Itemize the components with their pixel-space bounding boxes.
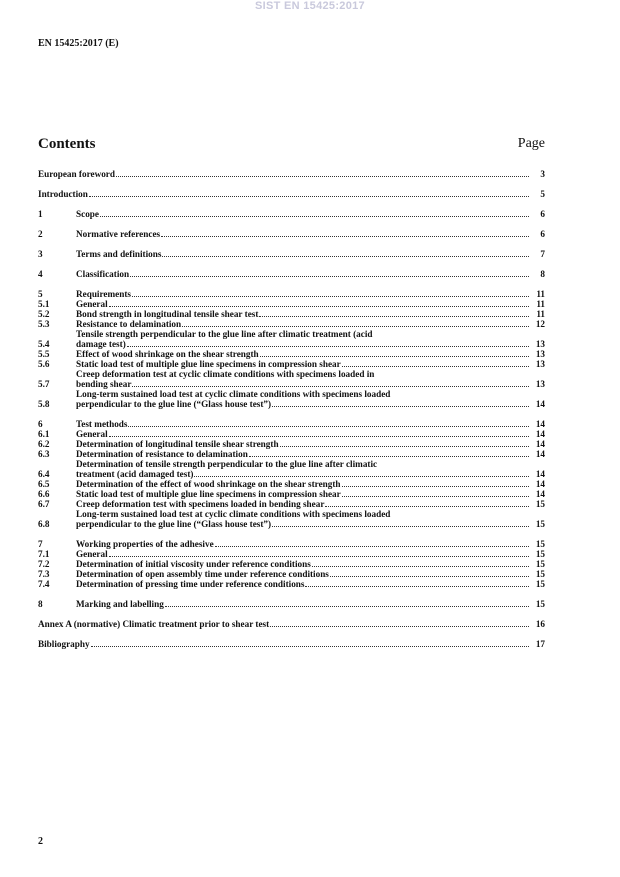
toc-entry-number: 7.2 bbox=[38, 559, 50, 569]
dot-leader bbox=[312, 565, 529, 567]
toc-entry-page: 8 bbox=[540, 269, 545, 279]
toc-entry-page: 13 bbox=[535, 349, 545, 359]
dot-leader bbox=[127, 345, 529, 347]
toc-entry-page: 11 bbox=[536, 299, 545, 309]
dot-leader bbox=[116, 175, 529, 177]
toc-entry-number: 5.5 bbox=[38, 349, 50, 359]
toc-entry[interactable] bbox=[38, 209, 545, 219]
dot-leader bbox=[215, 545, 529, 547]
page-column-label: Page bbox=[517, 136, 545, 151]
toc-entry[interactable] bbox=[38, 389, 545, 409]
toc-entry[interactable] bbox=[38, 479, 545, 489]
toc-entry-number: 5.8 bbox=[38, 399, 50, 409]
toc-entry-title: Determination of resistance to delamination bbox=[76, 449, 248, 459]
toc-entry-title-continued: perpendicular to the glue line (“Glass house test”) bbox=[76, 519, 272, 529]
dot-leader bbox=[194, 475, 529, 477]
dot-leader bbox=[132, 385, 529, 387]
dot-leader bbox=[161, 235, 529, 237]
toc-entry-title: Resistance to delamination bbox=[76, 319, 182, 329]
toc-entry-page: 14 bbox=[535, 469, 545, 479]
watermark: SIST EN 15425:2017 bbox=[255, 0, 365, 12]
toc-entry-number: 7.4 bbox=[38, 579, 50, 589]
toc-entry-page: 16 bbox=[535, 619, 545, 629]
toc-entry[interactable] bbox=[38, 569, 545, 579]
toc-entry-number: 6.4 bbox=[38, 469, 50, 479]
dot-leader bbox=[132, 295, 529, 297]
toc-entry-number: 5.4 bbox=[38, 339, 50, 349]
toc-entry[interactable] bbox=[38, 169, 545, 179]
toc-entry-page: 15 bbox=[535, 499, 545, 509]
toc-entry-number: 5.3 bbox=[38, 319, 50, 329]
dot-leader bbox=[272, 525, 529, 527]
toc-entry-title: Static load test of multiple glue line specimens in compression shear bbox=[76, 489, 341, 499]
toc-entry[interactable] bbox=[38, 509, 545, 529]
toc-entry-title: Long-term sustained load test at cyclic climate conditions with specimens loaded bbox=[76, 389, 391, 399]
toc-entry-page: 14 bbox=[535, 479, 545, 489]
dot-leader bbox=[109, 555, 529, 557]
toc-entry-title: General bbox=[76, 549, 108, 559]
toc-entry-page: 13 bbox=[535, 339, 545, 349]
toc-entry-number: 5.2 bbox=[38, 309, 50, 319]
toc-entry-page: 14 bbox=[535, 429, 545, 439]
toc-entry-title-continued: perpendicular to the glue line (“Glass house test”) bbox=[76, 399, 272, 409]
toc-entry-page: 15 bbox=[535, 569, 545, 579]
toc-gap bbox=[38, 279, 545, 289]
toc-entry-number: 7.3 bbox=[38, 569, 50, 579]
toc-gap bbox=[38, 589, 545, 599]
dot-leader bbox=[249, 455, 529, 457]
toc-entry-title: Determination of pressing time under reference conditions bbox=[76, 579, 305, 589]
toc-entry-page: 7 bbox=[540, 249, 545, 259]
dot-leader bbox=[330, 575, 529, 577]
toc-entry-title: Effect of wood shrinkage on the shear strength bbox=[76, 349, 259, 359]
toc-entry[interactable] bbox=[38, 229, 545, 239]
toc-entry[interactable] bbox=[38, 419, 545, 429]
toc-entry-number: 6 bbox=[38, 419, 43, 429]
toc-entry-page: 13 bbox=[535, 379, 545, 389]
toc-entry[interactable] bbox=[38, 189, 545, 199]
dot-leader bbox=[100, 215, 529, 217]
toc-entry-title: Static load test of multiple glue line specimens in compression shear bbox=[76, 359, 341, 369]
toc-entry-title: Determination of initial viscosity under reference conditions bbox=[76, 559, 311, 569]
toc-entry[interactable] bbox=[38, 599, 545, 609]
toc-entry-page: 3 bbox=[540, 169, 545, 179]
toc-entry-title: Annex A (normative) Climatic treatment prior to shear test bbox=[38, 619, 270, 629]
table-of-contents bbox=[38, 169, 545, 649]
toc-entry-page: 14 bbox=[535, 399, 545, 409]
page-number: 2 bbox=[38, 836, 43, 847]
toc-entry-title: European foreword bbox=[38, 169, 115, 179]
toc-entry-title: Marking and labelling bbox=[76, 599, 164, 609]
toc-entry-title: Determination of the effect of wood shrinkage on the shear strength bbox=[76, 479, 341, 489]
toc-entry-page: 14 bbox=[535, 439, 545, 449]
toc-entry-page: 15 bbox=[535, 519, 545, 529]
toc-entry-number: 5.1 bbox=[38, 299, 50, 309]
dot-leader bbox=[325, 505, 529, 507]
toc-entry-title: Requirements bbox=[76, 289, 131, 299]
toc-gap bbox=[38, 199, 545, 209]
toc-entry-title: Creep deformation test at cyclic climate conditions with specimens loaded in bbox=[76, 369, 375, 379]
toc-entry[interactable] bbox=[38, 549, 545, 559]
toc-entry[interactable] bbox=[38, 309, 545, 319]
toc-entry-title: Classification bbox=[76, 269, 130, 279]
toc-entry-title: Determination of tensile strength perpendicular to the glue line after climatic bbox=[76, 459, 378, 469]
toc-entry-title: Bibliography bbox=[38, 639, 90, 649]
dot-leader bbox=[162, 255, 529, 257]
toc-entry[interactable] bbox=[38, 449, 545, 459]
dot-leader bbox=[130, 275, 529, 277]
toc-entry-number: 6.3 bbox=[38, 449, 50, 459]
toc-entry-page: 15 bbox=[535, 599, 545, 609]
dot-leader bbox=[280, 445, 529, 447]
toc-entry-page: 11 bbox=[536, 309, 545, 319]
dot-leader bbox=[272, 405, 529, 407]
toc-entry[interactable] bbox=[38, 579, 545, 589]
toc-entry-title: Working properties of the adhesive bbox=[76, 539, 214, 549]
toc-entry[interactable] bbox=[38, 459, 545, 479]
toc-entry-number: 4 bbox=[38, 269, 43, 279]
toc-entry[interactable] bbox=[38, 489, 545, 499]
toc-gap bbox=[38, 179, 545, 189]
dot-leader bbox=[182, 325, 529, 327]
toc-entry-title: Tensile strength perpendicular to the glue line after climatic treatment (acid bbox=[76, 329, 373, 339]
toc-entry-number: 6.6 bbox=[38, 489, 50, 499]
toc-entry-page: 6 bbox=[540, 209, 545, 219]
toc-entry[interactable] bbox=[38, 639, 545, 649]
dot-leader bbox=[109, 435, 529, 437]
toc-entry[interactable] bbox=[38, 299, 545, 309]
toc-entry[interactable] bbox=[38, 429, 545, 439]
toc-entry-title: Long-term sustained load test at cyclic climate conditions with specimens loaded bbox=[76, 509, 391, 519]
toc-entry-page: 12 bbox=[535, 319, 545, 329]
toc-entry[interactable] bbox=[38, 269, 545, 279]
dot-leader bbox=[165, 605, 529, 607]
toc-entry-number: 6.5 bbox=[38, 479, 50, 489]
toc-entry-title: General bbox=[76, 299, 108, 309]
toc-entry-number: 8 bbox=[38, 599, 43, 609]
toc-entry-number: 6.1 bbox=[38, 429, 50, 439]
toc-entry[interactable] bbox=[38, 249, 545, 259]
dot-leader bbox=[342, 495, 529, 497]
toc-entry-page: 14 bbox=[535, 449, 545, 459]
toc-gap bbox=[38, 409, 545, 419]
dot-leader bbox=[128, 425, 529, 427]
toc-entry-page: 11 bbox=[536, 289, 545, 299]
dot-leader bbox=[91, 645, 529, 647]
dot-leader bbox=[260, 355, 529, 357]
toc-entry-page: 15 bbox=[535, 559, 545, 569]
toc-entry-title: Determination of open assembly time under reference conditions bbox=[76, 569, 329, 579]
toc-entry-number: 7.1 bbox=[38, 549, 50, 559]
toc-gap bbox=[38, 629, 545, 639]
toc-entry-page: 15 bbox=[535, 579, 545, 589]
toc-entry-number: 3 bbox=[38, 249, 43, 259]
dot-leader bbox=[342, 485, 529, 487]
toc-entry[interactable] bbox=[38, 359, 545, 369]
toc-gap bbox=[38, 219, 545, 229]
toc-entry-number: 1 bbox=[38, 209, 43, 219]
toc-entry-page: 14 bbox=[535, 419, 545, 429]
toc-entry[interactable] bbox=[38, 619, 545, 629]
toc-entry-number: 7 bbox=[38, 539, 43, 549]
toc-entry-page: 5 bbox=[540, 189, 545, 199]
toc-entry-number: 6.2 bbox=[38, 439, 50, 449]
toc-entry[interactable] bbox=[38, 329, 545, 349]
toc-entry-number: 6.8 bbox=[38, 519, 50, 529]
toc-entry-title: Determination of longitudinal tensile shear strength bbox=[76, 439, 279, 449]
toc-entry[interactable] bbox=[38, 349, 545, 359]
toc-entry-page: 13 bbox=[535, 359, 545, 369]
toc-entry-title: Introduction bbox=[38, 189, 88, 199]
dot-leader bbox=[109, 305, 529, 307]
toc-entry[interactable] bbox=[38, 369, 545, 389]
toc-entry[interactable] bbox=[38, 319, 545, 329]
toc-entry-title: Scope bbox=[76, 209, 99, 219]
toc-entry-title: Normative references bbox=[76, 229, 161, 239]
toc-entry-title-continued: bending shear bbox=[76, 379, 132, 389]
toc-gap bbox=[38, 529, 545, 539]
dot-leader bbox=[89, 195, 529, 197]
toc-entry-number: 5.7 bbox=[38, 379, 50, 389]
toc-entry-page: 15 bbox=[535, 549, 545, 559]
toc-entry-title: Creep deformation test with specimens loaded in bending shear bbox=[76, 499, 325, 509]
toc-entry[interactable] bbox=[38, 559, 545, 569]
toc-entry[interactable] bbox=[38, 439, 545, 449]
toc-entry-number: 5.6 bbox=[38, 359, 50, 369]
toc-entry-title-continued: damage test) bbox=[76, 339, 126, 349]
toc-entry-page: 15 bbox=[535, 539, 545, 549]
toc-entry[interactable] bbox=[38, 499, 545, 509]
toc-entry[interactable] bbox=[38, 289, 545, 299]
dot-leader bbox=[305, 585, 529, 587]
toc-entry-number: 2 bbox=[38, 229, 43, 239]
document-id: EN 15425:2017 (E) bbox=[38, 38, 119, 49]
toc-entry-title-continued: treatment (acid damaged test) bbox=[76, 469, 194, 479]
toc-entry-page: 17 bbox=[535, 639, 545, 649]
toc-gap bbox=[38, 239, 545, 249]
toc-entry-number: 5 bbox=[38, 289, 43, 299]
toc-entry-page: 14 bbox=[535, 489, 545, 499]
toc-gap bbox=[38, 259, 545, 269]
toc-entry-title: General bbox=[76, 429, 108, 439]
dot-leader bbox=[342, 365, 529, 367]
toc-entry-title: Terms and definitions bbox=[76, 249, 162, 259]
toc-entry-title: Bond strength in longitudinal tensile shear test bbox=[76, 309, 259, 319]
dot-leader bbox=[270, 625, 529, 627]
dot-leader bbox=[259, 315, 529, 317]
toc-entry-title: Test methods bbox=[76, 419, 128, 429]
toc-entry-page: 6 bbox=[540, 229, 545, 239]
toc-gap bbox=[38, 609, 545, 619]
toc-entry-number: 6.7 bbox=[38, 499, 50, 509]
contents-title: Contents bbox=[38, 136, 96, 152]
toc-entry[interactable] bbox=[38, 539, 545, 549]
